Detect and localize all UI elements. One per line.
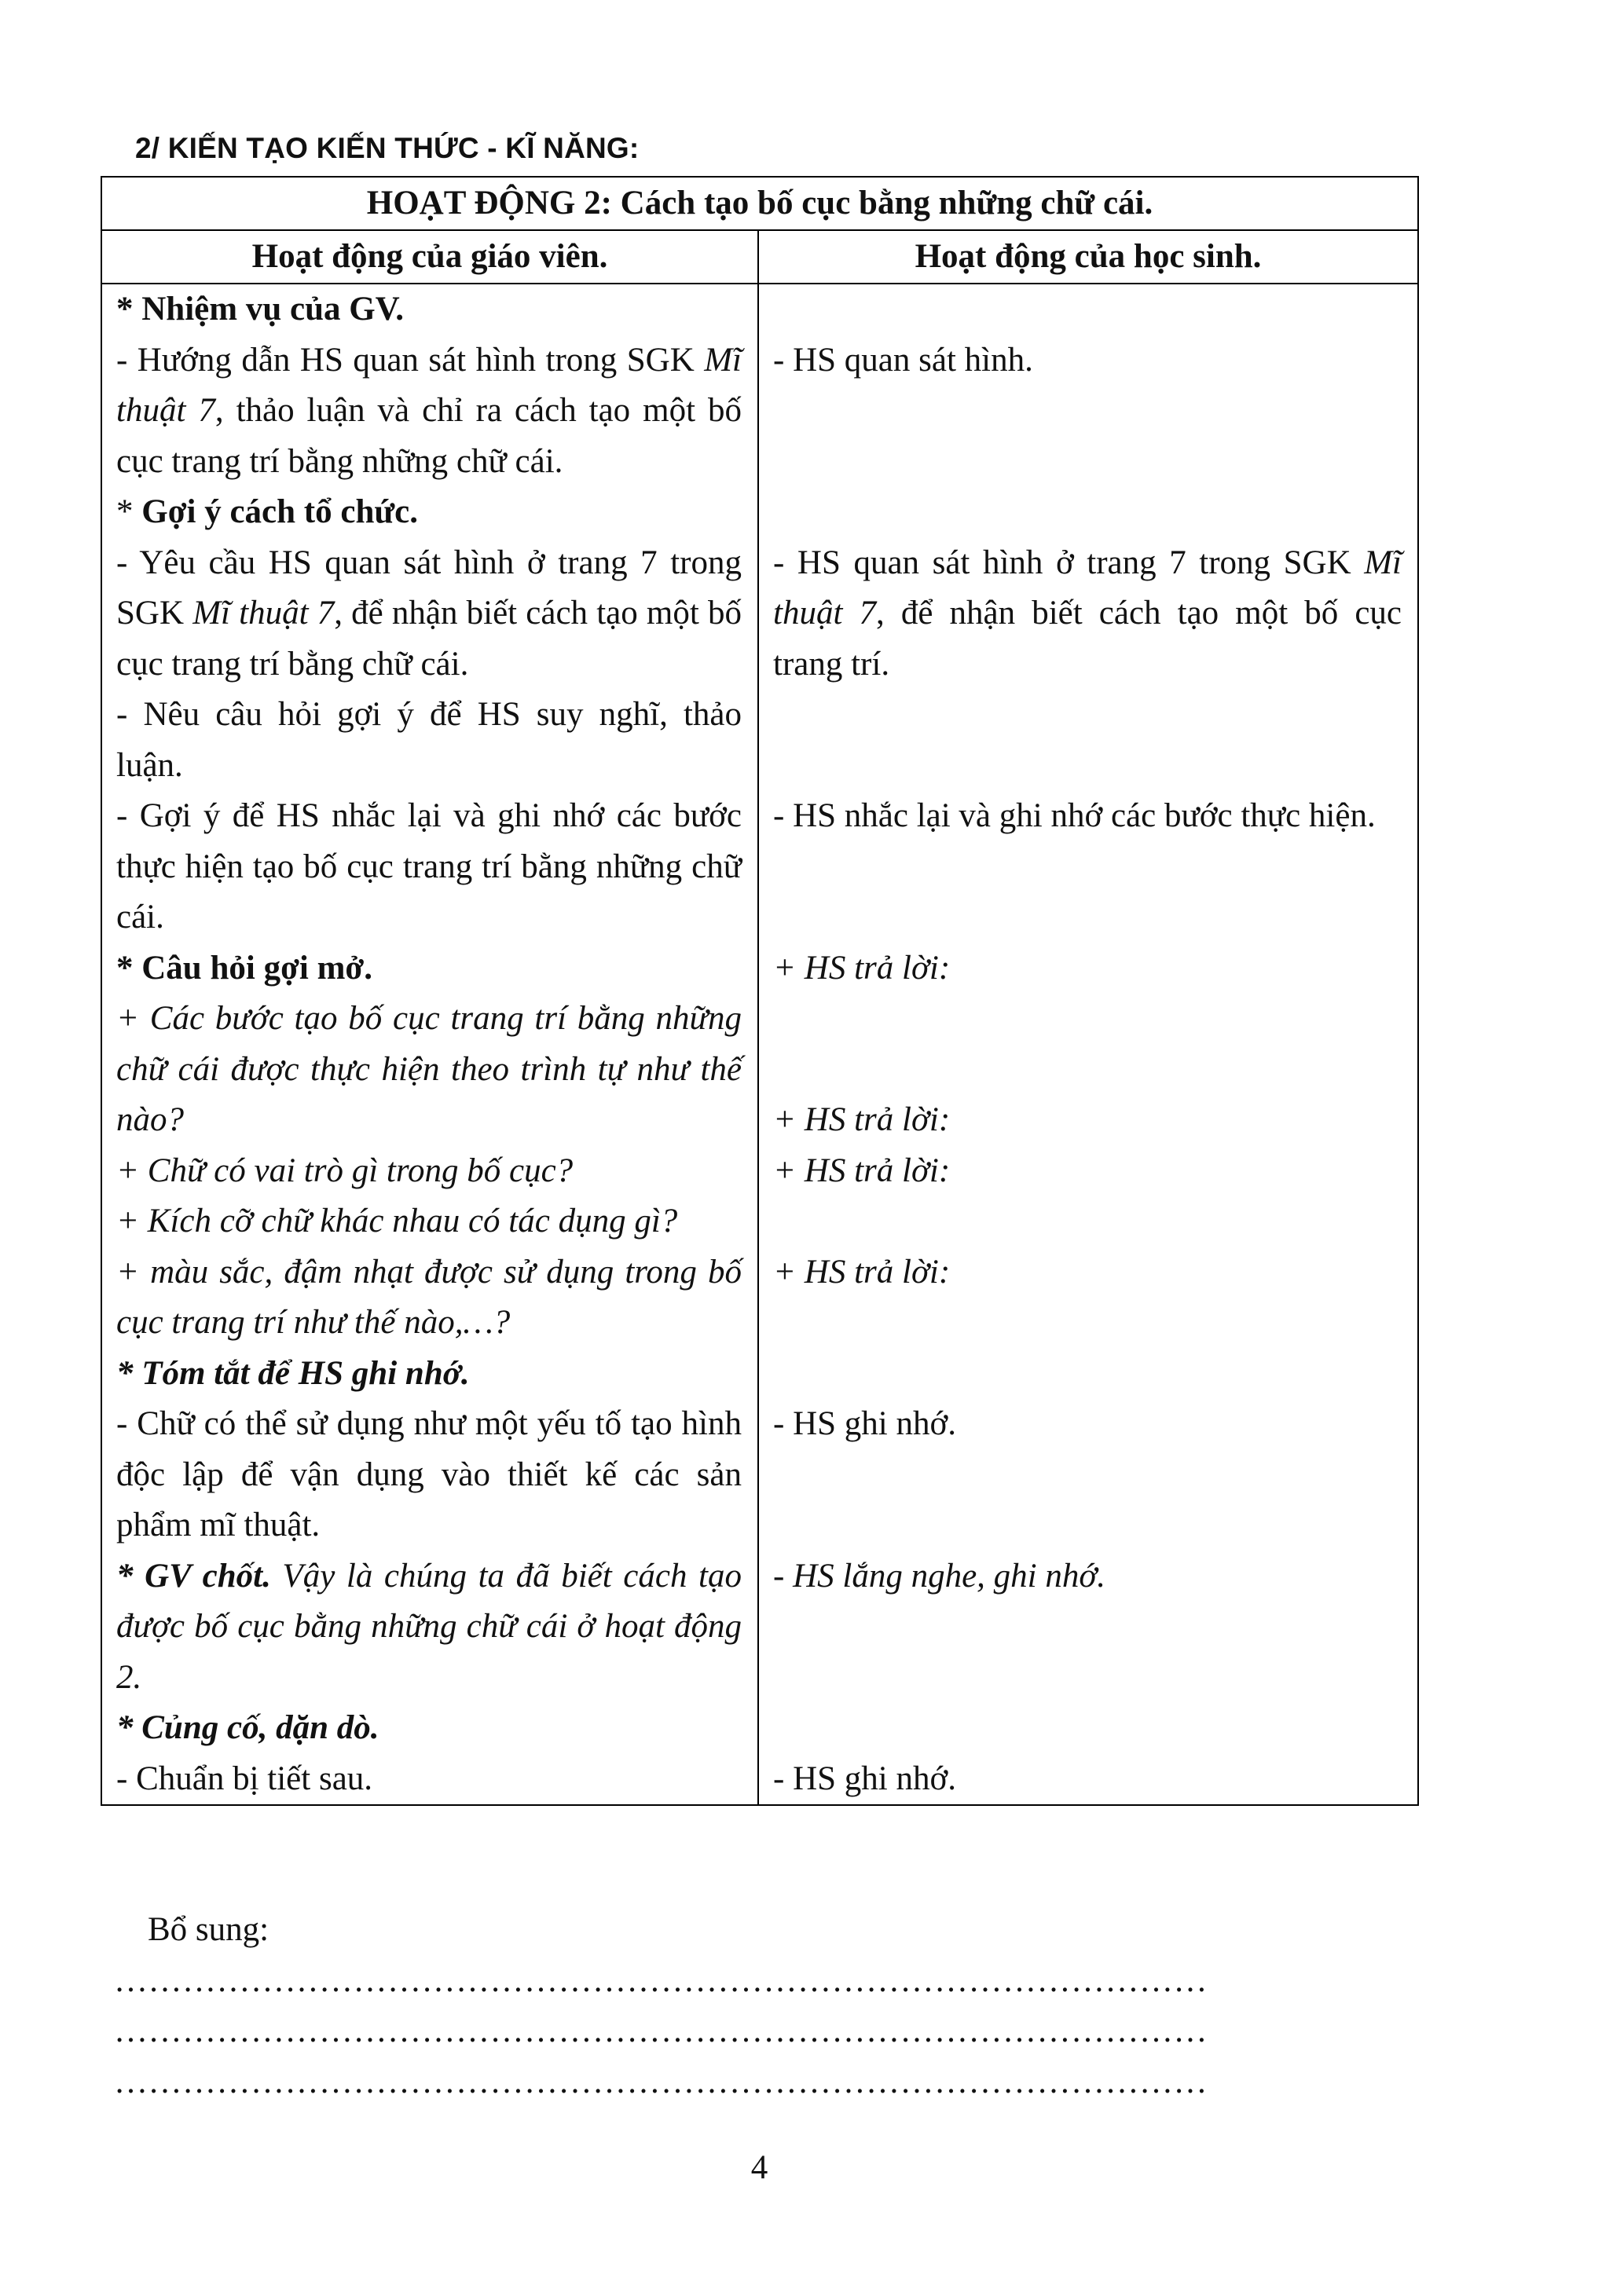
activity-table xyxy=(101,176,1419,1806)
student-column-header: Hoạt động của học sinh. xyxy=(758,230,1418,284)
teacher-task-text: - Hướng dẫn HS quan sát hình trong SGK Mĩ thuật 7, thảo luận và chỉ ra cách tạo một bố cục trang trí bằng những chữ cái. xyxy=(116,341,742,480)
summary-heading: * Tóm tắt để HS ghi nhớ. xyxy=(116,1354,470,1392)
summary-text: - Chữ có thể sử dụng như một yếu tố tạo hình độc lập để vận dụng vào thiết kế các sản phẩm mĩ thuật. xyxy=(116,1405,742,1543)
organization-heading-text: Gợi ý cách tổ chức. xyxy=(141,493,418,530)
review-text: - Chuẩn bị tiết sau. xyxy=(116,1760,373,1797)
question-2: + Chữ có vai trò gì trong bố cục? xyxy=(116,1152,574,1189)
section-heading: 2/ KIẾN TẠO KIẾN THỨC - KĨ NĂNG: xyxy=(135,132,640,164)
teacher-column-header: Hoạt động của giáo viên. xyxy=(101,230,758,284)
activity-title: HOẠT ĐỘNG 2: Cách tạo bố cục bằng những chữ cái. xyxy=(101,177,1418,230)
review-heading: * Củng cố, dặn dò. xyxy=(116,1709,379,1746)
student-recall: - HS nhắc lại và ghi nhớ các bước thực hiện. xyxy=(773,797,1376,834)
organization-text-1: - Yêu cầu HS quan sát hình ở trang 7 trong SGK Mĩ thuật 7, để nhận biết cách tạo một bố cục trang trí bằng chữ cái. xyxy=(116,544,742,683)
teacher-task-heading: * Nhiệm vụ của GV. xyxy=(116,291,404,328)
addendum-line-3: …………………………………………………………………………………… xyxy=(114,2063,1208,2100)
addendum-line-1: …………………………………………………………………………………… xyxy=(114,1962,1208,1999)
page-number: 4 xyxy=(750,2149,768,2186)
organization-heading: * Gợi ý cách tổ chức. xyxy=(116,493,418,530)
addendum-line-2: …………………………………………………………………………………… xyxy=(114,2012,1208,2049)
student-listen: - HS lắng nghe, ghi nhớ. xyxy=(773,1557,1106,1595)
student-answer-2: + HS trả lời: xyxy=(773,1101,951,1138)
conclusion-text: * GV chốt. Vậy là chúng ta đã biết cách tạo được bố cục bằng những chữ cái ở hoạt động 2. xyxy=(116,1557,742,1696)
questions-heading: * Câu hỏi gợi mở. xyxy=(116,949,372,987)
student-answer-3: + HS trả lời: xyxy=(773,1152,951,1189)
organization-text-3: - Gợi ý để HS nhắc lại và ghi nhớ các bước thực hiện tạo bố cục trang trí bằng những chữ cái. xyxy=(116,797,742,936)
student-observe: - HS quan sát hình. xyxy=(773,341,1033,379)
addendum-label: Bổ sung: xyxy=(148,1911,269,1948)
student-remember-1: - HS ghi nhớ. xyxy=(773,1405,956,1442)
student-answer-4: + HS trả lời: xyxy=(773,1253,951,1291)
question-3: + Kích cỡ chữ khác nhau có tác dụng gì? xyxy=(116,1203,678,1240)
organization-text-2: - Nêu câu hỏi gợi ý để HS suy nghĩ, thảo luận. xyxy=(116,696,742,784)
student-remember-2: - HS ghi nhớ. xyxy=(773,1760,956,1797)
question-4: + màu sắc, đậm nhạt được sử dụng trong bố cục trang trí như thế nào,…? xyxy=(116,1253,742,1341)
student-observe-page: - HS quan sát hình ở trang 7 trong SGK Mĩ thuật 7, để nhận biết cách tạo một bố cục trang trí. xyxy=(773,544,1402,683)
question-1: + Các bước tạo bố cục trang trí bằng những chữ cái được thực hiện theo trình tự như thế nào? xyxy=(116,1000,742,1138)
student-answer-1: + HS trả lời: xyxy=(773,949,951,987)
teacher-activities-cell xyxy=(101,284,758,1805)
student-activities-cell xyxy=(758,284,1418,1805)
